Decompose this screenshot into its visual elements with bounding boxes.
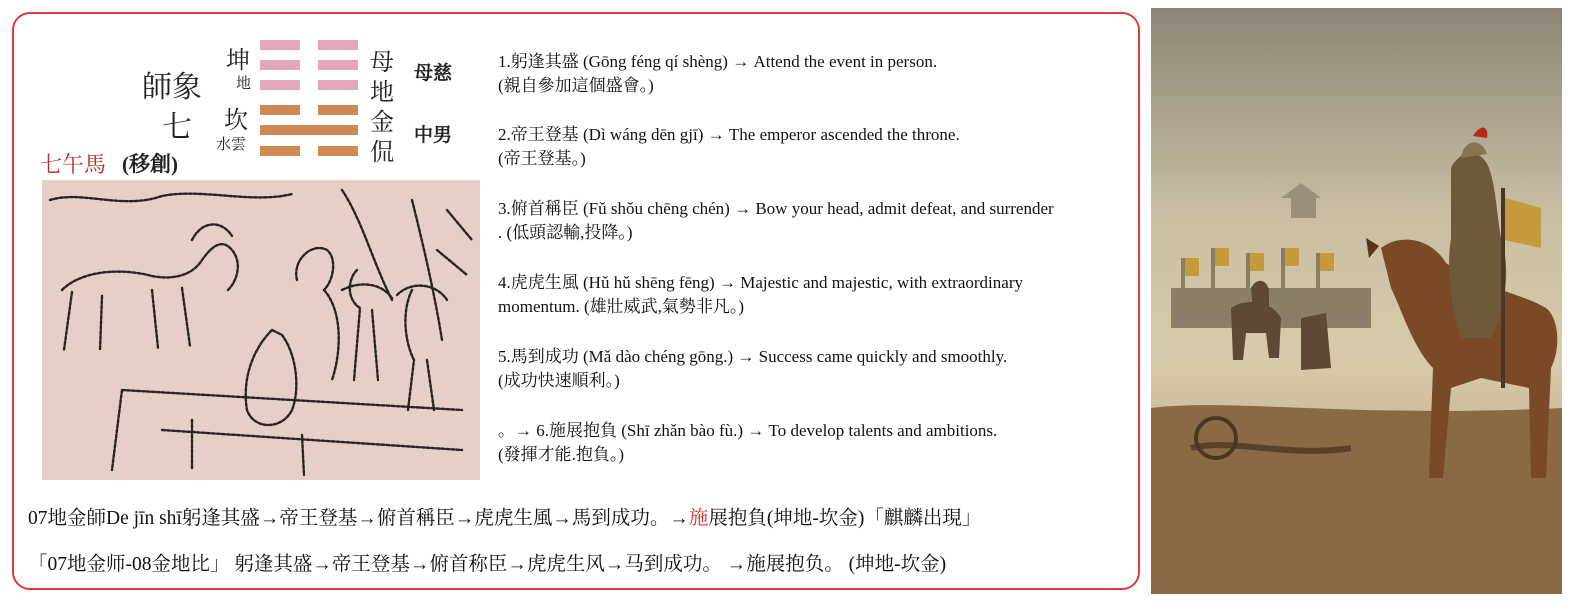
woodcut-illustration [42,180,480,480]
item-2-line1: 2.帝王登基 (Dì wáng dēn gjī) → The emperor ascended the throne. [498,125,960,144]
right-col-2: 地 [370,80,394,106]
mother-label: 母慈 [414,63,453,84]
summary-line-1-after: 展抱負(坤地-坎金)「麒麟出現」 [708,508,982,529]
right-col-3: 金 [370,110,394,136]
lower-line-1-right [318,105,358,115]
upper-line-3-right [318,80,358,90]
warrior-painting [1151,8,1562,594]
list-item-2 [498,123,960,171]
item-1-line2: (親自參加這個盛會。) [498,76,654,95]
son-label: 中男 [414,125,453,146]
upper-line-3-left [260,80,300,90]
summary-line-1-highlight: 施 [688,508,709,529]
right-col-1: 母 [370,50,394,76]
list-item-4 [498,271,1023,319]
list-item-6 [498,419,997,467]
summary-line-1-before: 07地金師De jīn shī躬逢其盛→帝王登基→俯首稱臣→虎虎生風→馬到成功。→ [28,508,689,529]
item-2-line2: (帝王登基。) [498,149,586,168]
lower-line-1-left [260,105,300,115]
upper-line-2-right [318,60,358,70]
upper-line-2-left [260,60,300,70]
item-4-line2: momentum. (雄壯威武,氣勢非凡。) [498,297,745,316]
summary-line-1 [28,502,981,530]
painting-drawing [1151,8,1562,594]
caption-red: 七午馬 [40,152,107,177]
item-6-line1: 。→ 6.施展抱負 (Shī zhǎn bào fù.) → To develop talents and ambitions. [498,421,998,440]
lower-line-2-solid [260,125,358,135]
lower-trigram-sub: 水雲 [216,137,247,153]
hexagram-name: 師象 [142,71,202,104]
hexagram-number: 七 [162,111,192,144]
upper-trigram-sub: 地 [236,76,252,92]
upper-trigram: 坤 [226,48,250,74]
right-col-4: 侃 [370,140,394,166]
upper-line-1-right [318,40,358,50]
item-6-line2: (發揮才能.抱負。) [498,445,625,464]
upper-line-1-left [260,40,300,50]
caption-black: (移創) [122,152,178,176]
lower-line-3-left [260,146,300,156]
list-item-3 [498,197,1054,245]
item-4-line1: 4.虎虎生風 (Hǔ hǔ shēng fēng) → Majestic and majestic, with extraordinary [498,273,1023,292]
woodcut-drawing [42,180,480,480]
item-3-line1: 3.俯首稱臣 (Fǔ shǒu chēng chén) → Bow your head, admit defeat, and surrender [498,199,1054,218]
item-5-line2: (成功快速順利。) [498,371,620,390]
list-item-1 [498,50,937,98]
item-3-line2: . (低頭認輸,投降。) [498,223,633,242]
list-item-5 [498,345,1007,393]
summary-line-2: 「07地金师-08金地比」 躬逢其盛→帝王登基→俯首称臣→虎虎生风→马到成功。 →施展抱负。 (坤地-坎金) [28,554,947,575]
lower-line-3-right [318,146,358,156]
item-5-line1: 5.馬到成功 (Mǎ dào chéng gōng.) → Success came quickly and smoothly. [498,347,1008,366]
item-1-line1: 1.躬逢其盛 (Gōng féng qí shèng) → Attend the event in person. [498,52,938,71]
lower-trigram: 坎 [224,108,248,134]
